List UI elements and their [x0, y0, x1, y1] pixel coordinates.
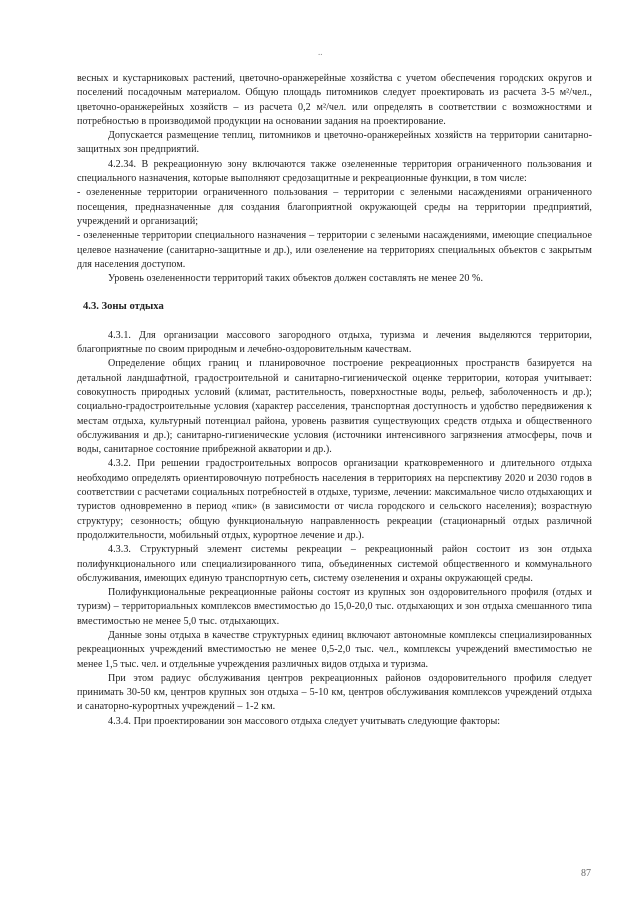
paragraph: 4.3.1. Для организации массового загородного отдыха, туризма и лечения выделяются территории, благоприятные по своим природным и лечебно-оздоровительным качествам. — [77, 329, 592, 356]
paragraph: Данные зоны отдыха в качестве структурных единиц включают автономные комплексы специализированных рекреационных учреждений вместимостью не менее 0,5-2,0 тыс. чел., комплексы учреждений вместимостью не менее 1,5 тыс. чел. и отдельные учреждения различных видов отдыха и туризма. — [77, 629, 592, 670]
paragraph: Допускается размещение теплиц, питомников и цветочно-оранжерейных хозяйств на территории санитарно-защитных зон предприятий. — [77, 130, 592, 156]
paragraph: 4.2.34. В рекреационную зону включаются также озелененные территория ограниченного пользования и специального назначения, которые выполняют средозащитные и рекреационные функции, в том числе: — [77, 158, 592, 185]
top-mark: .. — [318, 47, 323, 57]
paragraph: 4.3.2. При решении градостроительных вопросов организации кратковременного и длительного отдыха необходимо определять ориентировочную потребность населения в территориях на перспективу 2020 и 2030 годов в соответствии с расчетами социальных потребностей в отдыхе, туризме, лечении: максимальное число отдыхающих и туристов одновременно в период «пик» (в зависимости от числа городского и сельского населения); возрастную структуру; сезонность; общую функциональную направленность рекреации (стационарный отдых различной продолжительности, мобильный отдых, курортное лечение и др.). — [77, 458, 592, 541]
list-item: - озелененные территории специального назначения – территории с зелеными насаждениями, имеющие специальное целевое назначение (санитарно-защитные и др.), или озеленение на территориях специальных объектов с закрытым для населения доступом. — [77, 230, 592, 270]
paragraph: весных и кустарниковых растений, цветочно-оранжерейные хозяйства с учетом обеспечения городских округов и поселений посадочным материалом. Общую площадь питомников следует проектировать из расчета 3-5 м²/чел., цветочно-оранжерейных хозяйств – из расчета 0,2 м²/чел. или определять в соответствии с возможностями и потребностью в производимой продукции на основании задания на проектирование. — [77, 73, 592, 127]
page-content — [77, 72, 592, 729]
list-item: - озелененные территории ограниченного пользования – территории с зелеными насаждениями ограниченного посещения, предназначенные для создания благоприятной окружающей среды на территории предприятий, учреждений и организаций; — [77, 187, 592, 227]
section-heading: 4.3. Зоны отдыха — [83, 301, 164, 313]
paragraph: Полифункциональные рекреационные районы состоят из крупных зон оздоровительного профиля (отдых и туризм) – территориальных комплексов вместимостью до 15,0-20,0 тыс. отдыхающих и зон отдыха смешанного типа вместимостью не менее 5,0 тыс. отдыхающих. — [77, 587, 592, 627]
paragraph: 4.3.4. При проектировании зон массового отдыха следует учитывать следующие факторы: — [108, 715, 501, 727]
paragraph: При этом радиус обслуживания центров рекреационных районов оздоровительного профиля следует принимать 30-50 км, центров крупных зон отдыха – 5-10 км, центров обслуживания комплексов учреждений отдыха и санаторно-курортных учреждений – 1-2 км. — [77, 672, 592, 713]
paragraph: Уровень озелененности территорий таких объектов должен составлять не менее 20 %. — [108, 273, 484, 285]
paragraph: 4.3.3. Структурный элемент системы рекреации – рекреационный район состоит из зон отдыха полифункционального или специализированного типа, объединенных системой общественного и коммунального обслуживания, имеющих единую транспортную сеть, систему озеленения и охраны окружающей среды. — [77, 544, 592, 584]
page-number: 87 — [581, 868, 591, 879]
paragraph: Определение общих границ и планировочное построение рекреационных пространств базируется на детальной ландшафтной, градостроительной и санитарно-гигиенической оценке территории, которая учитывает: совокупность природных условий (климат, растительность, поверхностные воды, рельеф, заболоченность и др.); социально-градостроительные условия (характер расселения, транспортная доступность и удобство передвижения к местам отдыха, культурный потенциал района, уровень развития существующих средств отдыха и общественного обслуживания и др.); санитарно-гигиенические условия (источники интенсивного загрязнения атмосферы, почв и воды, санитарное состояние прибрежной акватории и др.). — [77, 358, 592, 456]
